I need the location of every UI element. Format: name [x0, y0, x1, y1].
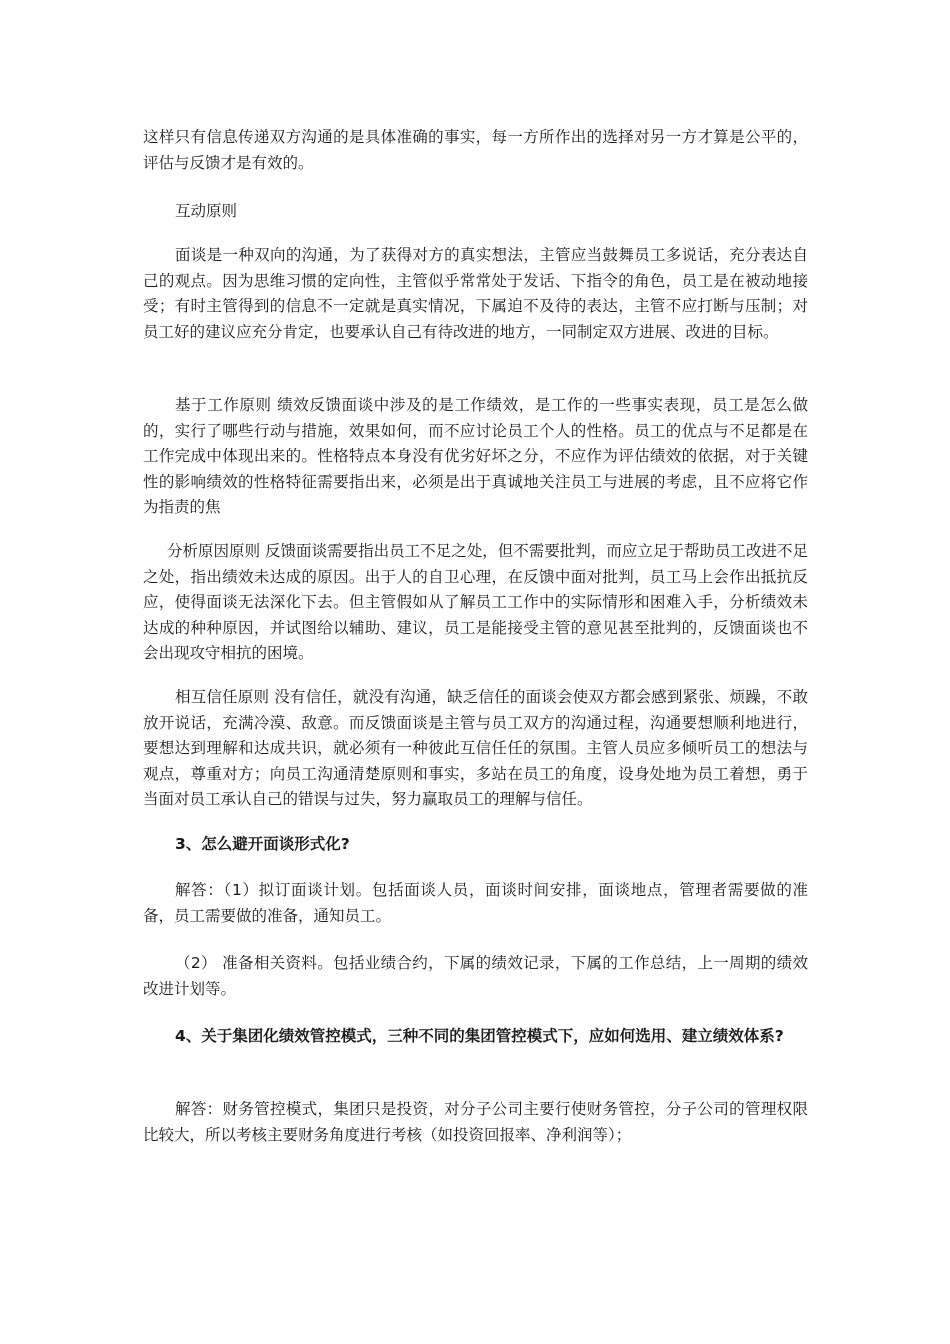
paragraph-trust-principle: 相互信任原则 没有信任，就没有沟通，缺乏信任的面谈会使双方都会感到紧张、烦躁，不敢放开说话，充满冷漠、敌意。而反馈面谈是主管与员工双方的沟通过程，沟通要想顺利地进行，要想达到理解和达成共识，就必须有一种彼此互信任任的氛围。主管人员应多倾听员工的想法与观点，尊重对方；向员工沟通清楚原则和事实，多站在员工的角度，设身处地为员工着想，勇于当面对员工承认自己的错误与过失，努力赢取员工的理解与信任。	[143, 688, 808, 808]
heading-interaction-principle: 互动原则	[175, 202, 238, 220]
question-4-heading: 4、关于集团化绩效管控模式，三种不同的集团管控模式下，应如何选用、建立绩效体系?	[175, 1027, 784, 1045]
paragraph-work-principle: 基于工作原则 绩效反馈面谈中涉及的是工作绩效，是工作的一些事实表现，员工是怎么做的，实行了哪些行动与措施，效果如何，而不应讨论员工个人的性格。员工的优点与不足都是在工作完成中体现出来的。性格特点本身没有优劣好坏之分，不应作为评估绩效的依据，对于关键性的影响绩效的性格特征需要指出来，必须是出于真诚地关注员工与进展的考虑，且不应将它作为指责的焦	[143, 396, 808, 516]
paragraph-analysis-principle: 分析原因原则 反馈面谈需要指出员工不足之处，但不需要批判，而应立足于帮助员工改进不足之处，指出绩效未达成的原因。出于人的自卫心理，在反馈中面对批判，员工马上会作出抵抗反应，使得面谈无法深化下去。但主管假如从了解员工工作中的实际情形和困难入手，分析绩效未达成的种种原因，并试图给以辅助、建议，员工是能接受主管的意见甚至批判的，反馈面谈也不会出现攻守相抗的困境。	[143, 542, 808, 662]
question-3-heading: 3、怎么避开面谈形式化?	[175, 835, 350, 853]
paragraph-interaction-principle: 面谈是一种双向的沟通，为了获得对方的真实想法，主管应当鼓舞员工多说话，充分表达自己的观点。因为思维习惯的定向性，主管似乎常常处于发话、下指令的角色，员工是在被动地接受；有时主管得到的信息不一定就是真实情况，下属迫不及待的表达，主管不应打断与压制；对员工好的建议应充分肯定，也要承认自己有待改进的地方，一同制定双方进展、改进的目标。	[143, 246, 808, 341]
answer-3-part-1: 解答：（1）拟订面谈计划。包括面谈人员，面谈时间安排，面谈地点，管理者需要做的准备，员工需要做的准备，通知员工。	[143, 881, 808, 925]
paragraph-fairness-continuation: 这样只有信息传递双方沟通的是具体准确的事实，每一方所作出的选择对另一方才算是公平的，评估与反馈才是有效的。	[143, 128, 808, 172]
answer-4: 解答：财务管控模式，集团只是投资，对分子公司主要行使财务管控，分子公司的管理权限比较大，所以考核主要财务角度进行考核（如投资回报率、净利润等）；	[143, 1100, 808, 1144]
answer-3-part-2: （2） 准备相关资料。包括业绩合约，下属的绩效记录，下属的工作总结，上一周期的绩效改进计划等。	[143, 954, 808, 998]
